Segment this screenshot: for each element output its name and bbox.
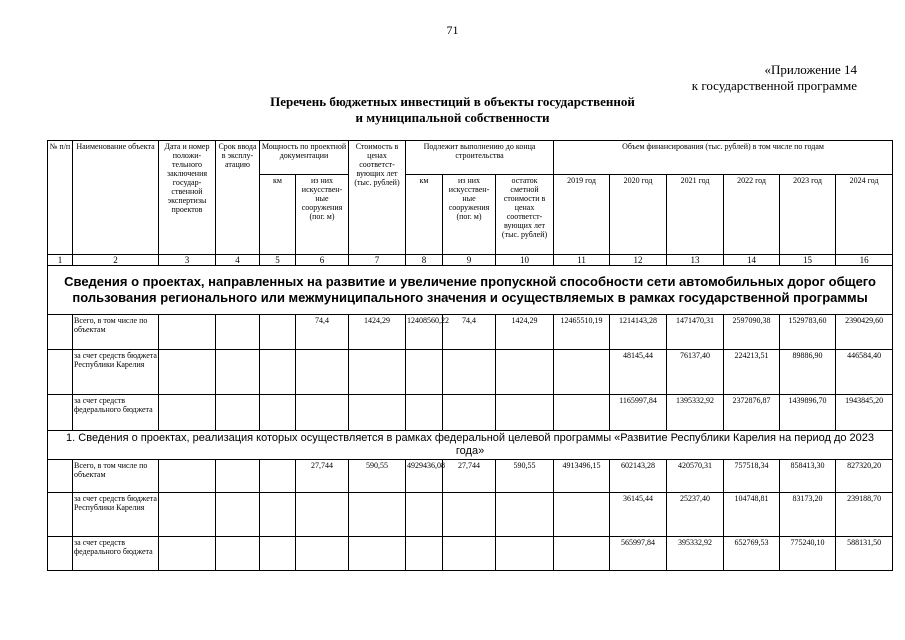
appendix-line-1: «Приложение 14 <box>764 62 857 77</box>
table-cell: 12465510,19 <box>554 315 610 350</box>
header-term: Срок ввода в эксплу-атацию <box>216 141 260 255</box>
col-num-9: 9 <box>443 255 496 266</box>
table-cell: 48145,44 <box>610 350 667 395</box>
table-cell: 4929436,08 <box>406 460 443 493</box>
col-num-12: 12 <box>610 255 667 266</box>
section-sub-heading: 1. Сведения о проектах, реализация которых осуществляется в рамках федеральной целевой программы «Развитие Республики Карелия на период до 2023 года» <box>48 431 893 460</box>
table-cell <box>443 350 496 395</box>
table-cell: 827320,20 <box>836 460 893 493</box>
table-cell <box>216 315 260 350</box>
table-cell: 420570,31 <box>667 460 724 493</box>
col-num-4: 4 <box>216 255 260 266</box>
table-cell <box>296 537 349 571</box>
table-cell <box>296 395 349 431</box>
row-label: за счет средств федерального бюджета <box>73 537 159 571</box>
table-cell <box>159 315 216 350</box>
table-cell: 2597090,38 <box>724 315 780 350</box>
table-row <box>48 315 893 350</box>
header-financing: Объем финансирования (тыс. рублей) в том числе по годам <box>554 141 893 175</box>
table-cell <box>406 395 443 431</box>
table-row <box>48 493 893 537</box>
table-cell: 1395332,92 <box>667 395 724 431</box>
table-cell: 1165997,84 <box>610 395 667 431</box>
row-label: за счет средств федерального бюджета <box>73 395 159 431</box>
table-cell <box>406 537 443 571</box>
table-cell: 588131,50 <box>836 537 893 571</box>
table-cell: 2390429,60 <box>836 315 893 350</box>
table-cell: 239188,70 <box>836 493 893 537</box>
table-row <box>48 537 893 571</box>
table-cell: 858413,30 <box>780 460 836 493</box>
appendix-line-2: к государственной программе <box>691 78 857 93</box>
col-num-11: 11 <box>554 255 610 266</box>
table-cell: 1439896,70 <box>780 395 836 431</box>
table-cell <box>260 537 296 571</box>
table-cell <box>406 493 443 537</box>
table-cell: 25237,40 <box>667 493 724 537</box>
header-year-2019: 2019 год <box>554 175 610 255</box>
col-num-8: 8 <box>406 255 443 266</box>
table-cell: 83173,20 <box>780 493 836 537</box>
table-cell <box>554 493 610 537</box>
table-cell <box>260 350 296 395</box>
header-year-2021: 2021 год <box>667 175 724 255</box>
header-year-2023: 2023 год <box>780 175 836 255</box>
table-cell: 1943845,20 <box>836 395 893 431</box>
col-num-5: 5 <box>260 255 296 266</box>
table-cell: 1529783,60 <box>780 315 836 350</box>
section-sub-row <box>48 431 893 460</box>
table-cell: 1214143,28 <box>610 315 667 350</box>
table-cell: 775240,10 <box>780 537 836 571</box>
table-cell <box>349 350 406 395</box>
investment-table <box>47 140 893 571</box>
header-km-2: км <box>406 175 443 255</box>
table-cell <box>159 493 216 537</box>
table-cell <box>216 350 260 395</box>
table-cell <box>159 395 216 431</box>
header-name: Наименование объекта <box>73 141 159 255</box>
row-number-cell <box>48 350 73 395</box>
header-artificial-2: из них искусствен-ные сооружения (пог. м) <box>443 175 496 255</box>
row-label: за счет средств бюджета Республики Карелия <box>73 350 159 395</box>
col-num-1: 1 <box>48 255 73 266</box>
table-cell <box>296 493 349 537</box>
table-cell <box>554 350 610 395</box>
table-cell: 757518,34 <box>724 460 780 493</box>
col-num-2: 2 <box>73 255 159 266</box>
col-num-16: 16 <box>836 255 893 266</box>
header-km: км <box>260 175 296 255</box>
table-cell: 4913496,15 <box>554 460 610 493</box>
header-capacity: Мощность по проектной документации <box>260 141 349 175</box>
table-cell: 652769,53 <box>724 537 780 571</box>
table-cell <box>260 315 296 350</box>
table-cell: 12408560,22 <box>406 315 443 350</box>
table-cell: 27,744 <box>443 460 496 493</box>
table-row <box>48 395 893 431</box>
table-cell <box>216 395 260 431</box>
table-cell <box>296 350 349 395</box>
table-cell <box>216 537 260 571</box>
table-cell <box>260 460 296 493</box>
table-cell <box>349 493 406 537</box>
header-year-2022: 2022 год <box>724 175 780 255</box>
table-cell: 1424,29 <box>496 315 554 350</box>
col-num-10: 10 <box>496 255 554 266</box>
table-cell <box>159 350 216 395</box>
row-number-cell <box>48 395 73 431</box>
table-cell <box>159 537 216 571</box>
table-cell <box>443 395 496 431</box>
table-cell: 602143,28 <box>610 460 667 493</box>
header-num: № п/п <box>48 141 73 255</box>
table-cell <box>349 537 406 571</box>
table-cell <box>443 493 496 537</box>
row-label: за счет средств бюджета Республики Карелия <box>73 493 159 537</box>
row-number-cell <box>48 315 73 350</box>
table-row <box>48 460 893 493</box>
table-cell: 2372876,87 <box>724 395 780 431</box>
header-row-1 <box>48 141 893 175</box>
title-line-2: и муниципальной собственности <box>355 110 550 125</box>
table-cell: 89886,90 <box>780 350 836 395</box>
page-number: 71 <box>446 23 459 37</box>
column-number-row <box>48 255 893 266</box>
table-cell: 446584,40 <box>836 350 893 395</box>
table-row <box>48 350 893 395</box>
header-construction: Подлежит выполнению до конца строительства <box>406 141 554 175</box>
row-number-cell <box>48 537 73 571</box>
table-cell: 27,744 <box>296 460 349 493</box>
header-year-2024: 2024 год <box>836 175 893 255</box>
table-cell <box>443 537 496 571</box>
table-cell: 224213,51 <box>724 350 780 395</box>
table-cell <box>216 460 260 493</box>
table-cell <box>349 395 406 431</box>
table-cell: 565997,84 <box>610 537 667 571</box>
table-cell <box>496 350 554 395</box>
table-cell <box>496 493 554 537</box>
table-cell <box>406 350 443 395</box>
section-main-heading: Сведения о проектах, направленных на развитие и увеличение пропускной способности сети автомобильных дорог общего пользования регионального или межмуниципального значения и осуществляемых в рамках государственной программы <box>48 266 893 315</box>
table-cell: 104748,81 <box>724 493 780 537</box>
table-cell: 74,4 <box>296 315 349 350</box>
col-num-14: 14 <box>724 255 780 266</box>
table-cell: 1424,29 <box>349 315 406 350</box>
table-cell <box>554 395 610 431</box>
appendix-caption <box>692 62 857 94</box>
table-cell: 74,4 <box>443 315 496 350</box>
header-cost: Стоимость в ценах соответст-вующих лет (тыс. рублей) <box>349 141 406 255</box>
col-num-15: 15 <box>780 255 836 266</box>
header-date: Дата и номер положи-тельного заключения государ-ственной экспертизы проектов <box>159 141 216 255</box>
header-remainder: остаток сметной стоимости в ценах соответст-вующих лет (тыс. рублей) <box>496 175 554 255</box>
row-number-cell <box>48 493 73 537</box>
col-num-3: 3 <box>159 255 216 266</box>
table-cell: 36145,44 <box>610 493 667 537</box>
col-num-13: 13 <box>667 255 724 266</box>
table-cell <box>216 493 260 537</box>
section-main-row <box>48 266 893 315</box>
table-cell: 1471470,31 <box>667 315 724 350</box>
table-cell: 590,55 <box>496 460 554 493</box>
table-cell <box>260 493 296 537</box>
header-artificial: из них искусствен-ные сооружения (пог. м) <box>296 175 349 255</box>
document-title <box>0 94 905 126</box>
table-cell: 590,55 <box>349 460 406 493</box>
table-cell <box>260 395 296 431</box>
table-cell <box>554 537 610 571</box>
col-num-6: 6 <box>296 255 349 266</box>
row-number-cell <box>48 460 73 493</box>
col-num-7: 7 <box>349 255 406 266</box>
row-label: Всего, в том числе по объектам <box>73 315 159 350</box>
table-cell: 76137,40 <box>667 350 724 395</box>
header-year-2020: 2020 год <box>610 175 667 255</box>
title-line-1: Перечень бюджетных инвестиций в объекты государственной <box>270 94 635 109</box>
table-cell <box>159 460 216 493</box>
table-cell <box>496 395 554 431</box>
row-label: Всего, в том числе по объектам <box>73 460 159 493</box>
table-cell <box>496 537 554 571</box>
table-cell: 395332,92 <box>667 537 724 571</box>
